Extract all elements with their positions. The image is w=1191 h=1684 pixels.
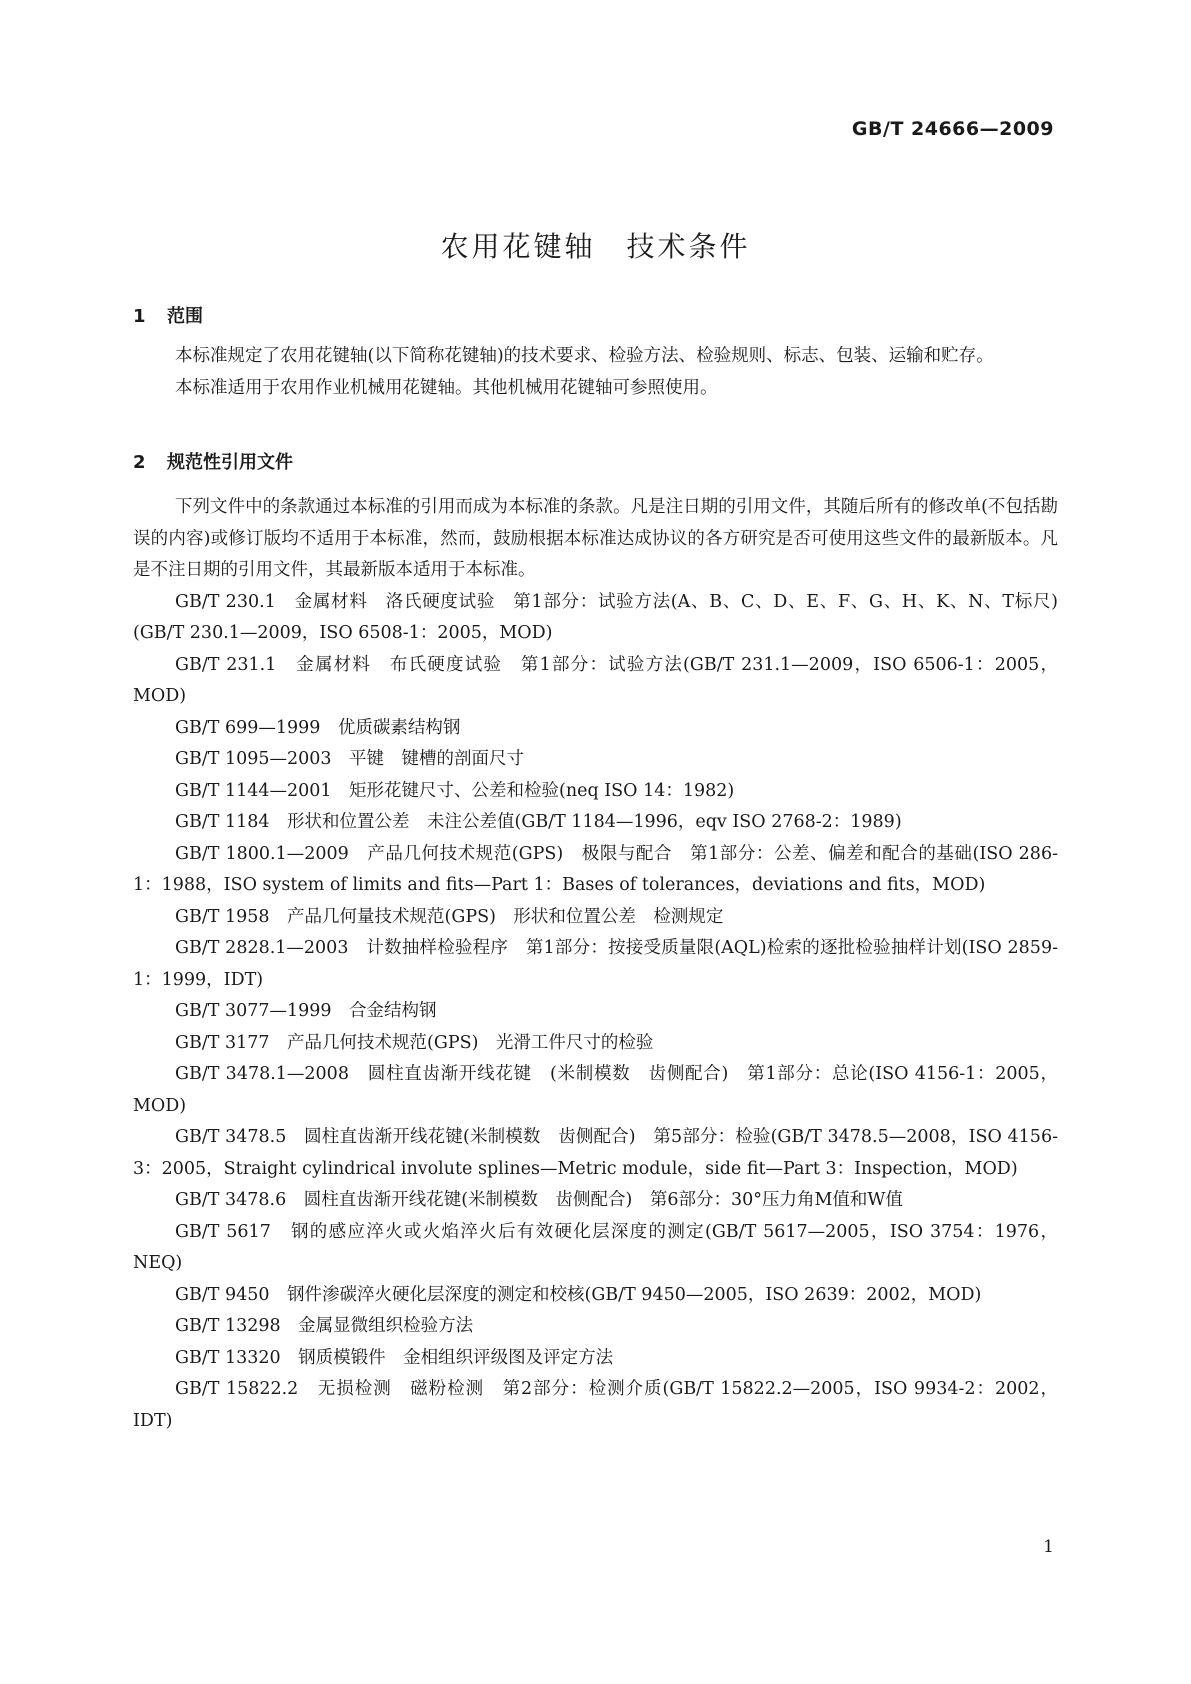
reference-entry: GB/T 3077—1999 合金结构钢: [175, 1001, 437, 1021]
section-title: 范围: [167, 306, 203, 327]
reference-entry: GB/T 9450 钢件渗碳淬火硬化层深度的测定和校核(GB/T 9450—2005，ISO 2639：2002，MOD): [175, 1284, 982, 1305]
reference-entry: GB/T 2828.1—2003 计数抽样检验程序 第1部分：按接受质量限(AQL)检索的逐批检验抽样计划(ISO 2859-1：1999，IDT): [133, 938, 1058, 990]
section-heading: [133, 444, 1058, 482]
reference-entry: GB/T 5617 钢的感应淬火或火焰淬火后有效硬化层深度的测定(GB/T 5617—2005，ISO 3754：1976，NEQ): [133, 1221, 1058, 1273]
standard-code: GB/T 24666—2009: [851, 118, 1054, 140]
page-number: 1: [1043, 1537, 1054, 1557]
reference-entry: GB/T 13320 钢质模锻件 金相组织评级图及评定方法: [175, 1347, 614, 1368]
paragraph: 本标准适用于农用作业机械用花键轴。其他机械用花键轴可参照使用。: [175, 377, 718, 398]
reference-entry: GB/T 230.1 金属材料 洛氏硬度试验 第1部分：试验方法(A、B、C、D、E、F、G、H、K、N、T标尺)(GB/T 230.1—2009，ISO 6508-1：2005，MOD): [133, 591, 1058, 643]
paragraph: 本标准规定了农用花键轴(以下简称花键轴)的技术要求、检验方法、检验规则、标志、包装、运输和贮存。: [175, 346, 994, 366]
reference-entry: GB/T 1095—2003 平键 键槽的剖面尺寸: [175, 749, 525, 769]
section-1: [133, 298, 1058, 404]
reference-entry: GB/T 699—1999 优质碳素结构钢: [175, 717, 461, 738]
document-title: 农用花键轴 技术条件: [440, 230, 751, 263]
section-number: 1: [133, 306, 146, 327]
reference-entry: GB/T 231.1 金属材料 布氏硬度试验 第1部分：试验方法(GB/T 231.1—2009，ISO 6506-1：2005，MOD): [133, 654, 1058, 706]
reference-entry: GB/T 1800.1—2009 产品几何技术规范(GPS) 极限与配合 第1部分：公差、偏差和配合的基础(ISO 286-1：1988，ISO system of limits and fits—Part 1：Bases of tolerances，deviations and fits，MOD): [133, 843, 1058, 895]
reference-entry: GB/T 13298 金属显微组织检验方法: [175, 1316, 474, 1336]
section-number: 2: [133, 452, 146, 473]
reference-entry: GB/T 1958 产品几何量技术规范(GPS) 形状和位置公差 检测规定: [175, 906, 724, 927]
intro-paragraph: 下列文件中的条款通过本标准的引用而成为本标准的条款。凡是注日期的引用文件，其随后所有的修改单(不包括勘误的内容)或修订版均不适用于本标准，然而，鼓励根据本标准达成协议的各方研究是否可使用这些文件的最新版本。凡是不注日期的引用文件，其最新版本适用于本标准。: [133, 497, 1058, 580]
reference-entry: GB/T 3478.1—2008 圆柱直齿渐开线花键 (米制模数 齿侧配合) 第1部分：总论(ISO 4156-1：2005，MOD): [133, 1064, 1058, 1116]
reference-entry: GB/T 15822.2 无损检测 磁粉检测 第2部分：检测介质(GB/T 15822.2—2005，ISO 9934-2：2002，IDT): [133, 1379, 1058, 1431]
section-title: 规范性引用文件: [167, 452, 293, 473]
reference-entry: GB/T 3478.6 圆柱直齿渐开线花键(米制模数 齿侧配合) 第6部分：30°压力角M值和W值: [175, 1190, 903, 1210]
reference-entry: GB/T 3478.5 圆柱直齿渐开线花键(米制模数 齿侧配合) 第5部分：检验(GB/T 3478.5—2008，ISO 4156-3：2005，Straight cylindrical involute splines—Metric module，side fit—Part 3：Inspection，MOD): [133, 1127, 1058, 1179]
reference-entry: GB/T 1184 形状和位置公差 未注公差值(GB/T 1184—1996，eqv ISO 2768-2：1989): [175, 812, 902, 832]
section-2: [133, 444, 1058, 1437]
section-heading: [133, 298, 1058, 336]
reference-entry: GB/T 3177 产品几何技术规范(GPS) 光滑工件尺寸的检验: [175, 1032, 654, 1053]
reference-entry: GB/T 1144—2001 矩形花键尺寸、公差和检验(neq ISO 14：1982): [175, 780, 735, 801]
